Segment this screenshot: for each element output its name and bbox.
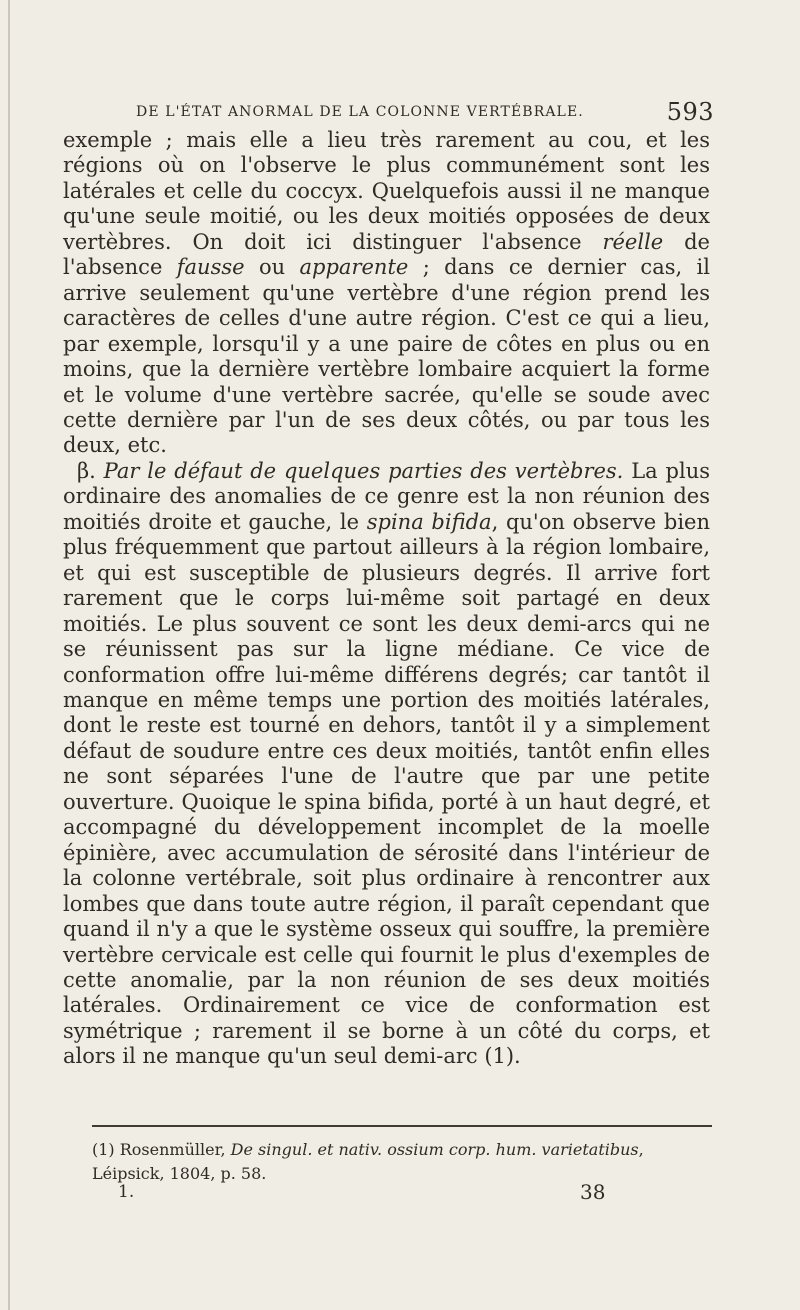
running-title: DE L'ÉTAT ANORMAL DE LA COLONNE VERTÉBRALE. xyxy=(136,104,584,120)
footnote-author: Rosenmüller, xyxy=(119,1140,231,1159)
footnote-marker: (1) xyxy=(92,1140,120,1159)
italic-fausse: fausse xyxy=(176,255,245,280)
paragraph-1-text-1: exemple ; mais elle a lieu très rarement au cou, et les régions où on l'observe le plus communément sont les latérales et celle du coccyx. Quelquefois aussi il ne manque qu'une seule moitié, ou les deux moitiés opposées de deux vertèbres. On doit ici distinguer l'absence xyxy=(63,128,710,254)
paragraph-2-text-1: La plus ordinaire des anomalies de ce genre est la non réunion des moitiés droite et gauche, le xyxy=(63,458,711,534)
paragraph-absence xyxy=(63,128,710,459)
footnote-rule xyxy=(92,1125,712,1127)
page-header xyxy=(136,98,714,126)
italic-reelle: réelle xyxy=(602,229,664,254)
paragraph-1-text-3: ou xyxy=(244,255,300,280)
italic-apparente: apparente xyxy=(299,255,409,280)
footnote-title: De singul. et nativ. ossium corp. hum. varietatibus xyxy=(230,1140,639,1159)
section-marker: β. xyxy=(77,458,104,483)
paragraph-defaut-parties xyxy=(63,459,710,1070)
signature-mark: 1. xyxy=(118,1182,135,1202)
footnote-publication: , Léipsick, 1804, p. 58. xyxy=(92,1140,644,1183)
main-text xyxy=(63,128,710,1070)
italic-spina-bifida: spina bifida xyxy=(366,509,492,534)
page-number: 593 xyxy=(666,98,714,126)
paragraph-2-text-2: , qu'on observe bien plus fréquemment que partout ailleurs à la région lombaire, et qui est susceptible de plusieurs degrés. Il arrive fort rarement que le corps lui-même soit partagé en deux moitiés. Le plus souvent ce sont les deux demi-arcs qui ne se réunissent pas sur la ligne médiane. Ce vice de conformation offre lui-même différens degrés; car tantôt il manque en même temps une portion des moitiés latérales, dont le reste est tourné en dehors, tantôt il y a simplement défaut de soudure entre ces deux moitiés, tantôt enfin elles ne sont séparées l'une de l'autre que par une petite ouverture. Quoique le spina bifida, porté à un haut degré, et accompagné du développement incomplet de la moelle épinière, avec accumulation de sérosité dans l'intérieur de la colonne vertébrale, soit plus ordinaire à rencontrer aux lombes que dans toute autre région, il paraît cependant que quand il n'y a que le système osseux qui souffre, la première vertèbre cervicale est celle qui fournit le plus d'exemples de cette anomalie, par la non réunion de ses deux moitiés latérales. Ordinairement ce vice de conformation est symétrique ; rarement il se borne à un côté du corps, et alors il ne manque qu'un seul demi-arc (1). xyxy=(63,509,711,1069)
paragraph-1-text-4: ; dans ce dernier cas, il arrive seulement qu'une vertèbre d'une région prend les caractères de celles d'une autre région. C'est ce qui a lieu, par exemple, lorsqu'il y a une paire de côtes en plus ou en moins, que la dernière vertèbre lombaire acquiert la forme et le volume d'une vertèbre sacrée, qu'elle se soude avec cette dernière par l'un de ses deux côtés, ou par tous les deux, etc. xyxy=(63,255,710,458)
paragraph-1-text-2: de l'absence xyxy=(63,229,710,280)
sheet-number: 38 xyxy=(580,1180,606,1204)
section-heading: Par le défaut de quelques parties des vertèbres. xyxy=(103,458,624,483)
footnote xyxy=(92,1138,712,1186)
